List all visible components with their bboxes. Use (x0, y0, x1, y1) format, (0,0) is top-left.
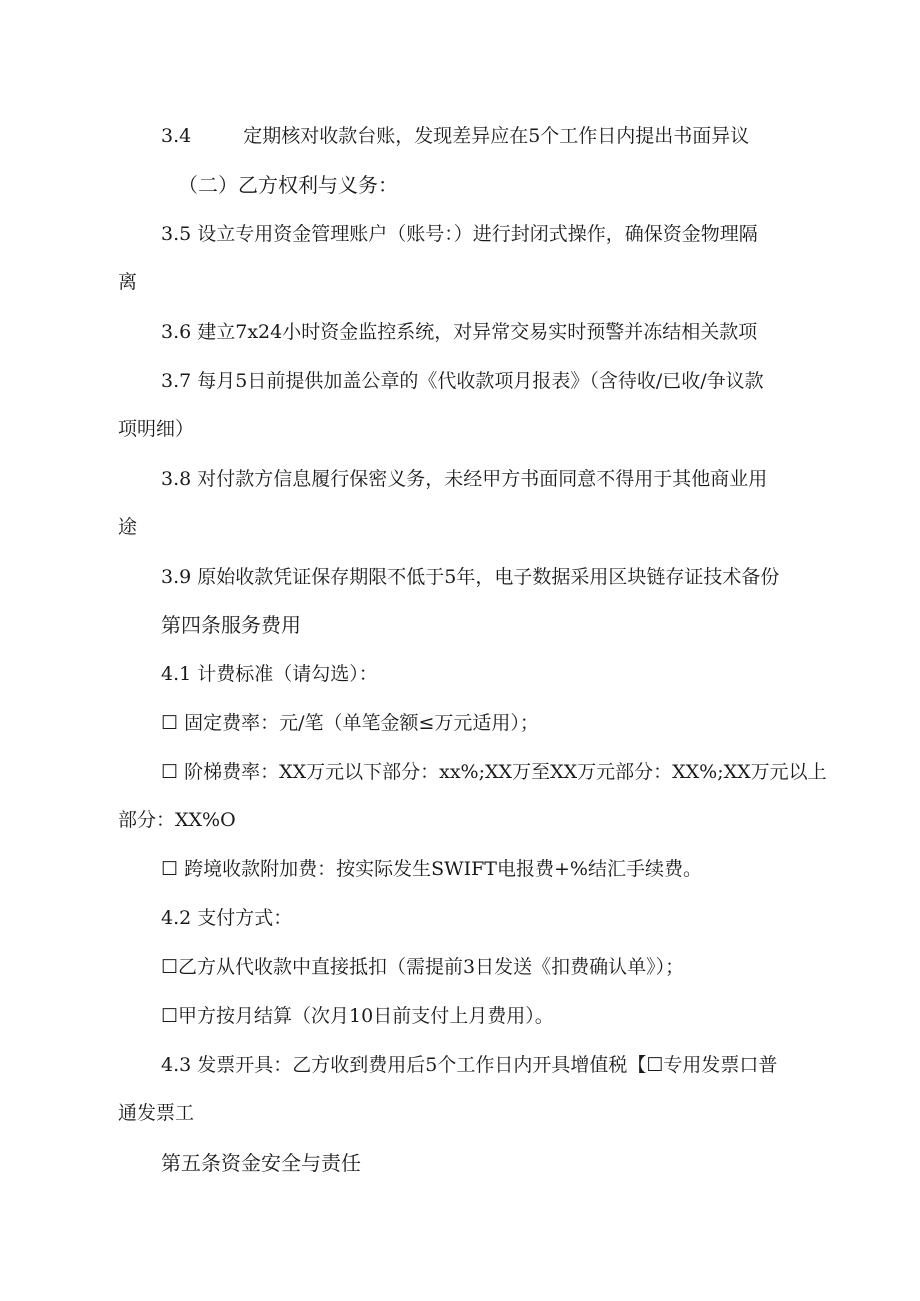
clause-text: 定期核对收款台账，发现差异应在5个工作日内提出书面异议 (243, 125, 750, 147)
clause-3-5: 3.5 设立专用资金管理账户（账号：）进行封闭式操作，确保资金物理隔 (161, 223, 758, 245)
clause-3-6: 3.6 建立7x24小时资金监控系统，对异常交易实时预警并冻结相关款项 (161, 321, 758, 343)
clause-4-3: 4.3 发票开具：乙方收到费用后5个工作日内开具增值税【☐专用发票口普 (161, 1054, 778, 1076)
clause-4-3-continuation: 通发票工 (118, 1102, 195, 1124)
option-fixed-rate: ☐ 固定费率：元/笔（单笔金额≤万元适用）； (161, 712, 539, 734)
section-heading-party-b: （二）乙方权利与义务： (178, 173, 398, 197)
option-direct-deduction: ☐乙方从代收款中直接抵扣（需提前3日发送《扣费确认单》）； (161, 956, 685, 978)
clause-3-7-continuation: 项明细） (118, 418, 195, 440)
clause-4-1: 4.1 计费标准（请勾选）： (161, 663, 378, 685)
clause-3-9: 3.9 原始收款凭证保存期限不低于5年，电子数据采用区块链存证技术备份 (161, 566, 780, 588)
option-monthly-settlement: ☐甲方按月结算（次月10日前支付上月费用）。 (161, 1005, 554, 1027)
option-tiered-rate-continuation: 部分：XX%O (118, 809, 236, 831)
clause-3-5-continuation: 离 (118, 271, 138, 293)
option-cross-border-fee: ☐ 跨境收款附加费：按实际发生SWIFT电报费+%结汇手续费。 (161, 858, 702, 880)
clause-3-8-continuation: 途 (118, 516, 138, 538)
clause-number: 3.4 (161, 125, 192, 147)
clause-4-2: 4.2 支付方式： (161, 907, 293, 929)
clause-3-7: 3.7 每月5日前提供加盖公章的《代收款项月报表》（含待收/已收/争议款 (161, 370, 764, 392)
clause-3-4 (161, 124, 861, 148)
clause-3-8: 3.8 对付款方信息履行保密义务，未经甲方书面同意不得用于其他商业用 (161, 468, 768, 490)
option-tiered-rate: ☐ 阶梯费率：XX万元以下部分：xx%;XX万至XX万元部分：XX%;XX万元以上 (161, 761, 827, 783)
article-4-heading: 第四条服务费用 (161, 613, 301, 637)
article-5-heading: 第五条资金安全与责任 (161, 1151, 361, 1175)
